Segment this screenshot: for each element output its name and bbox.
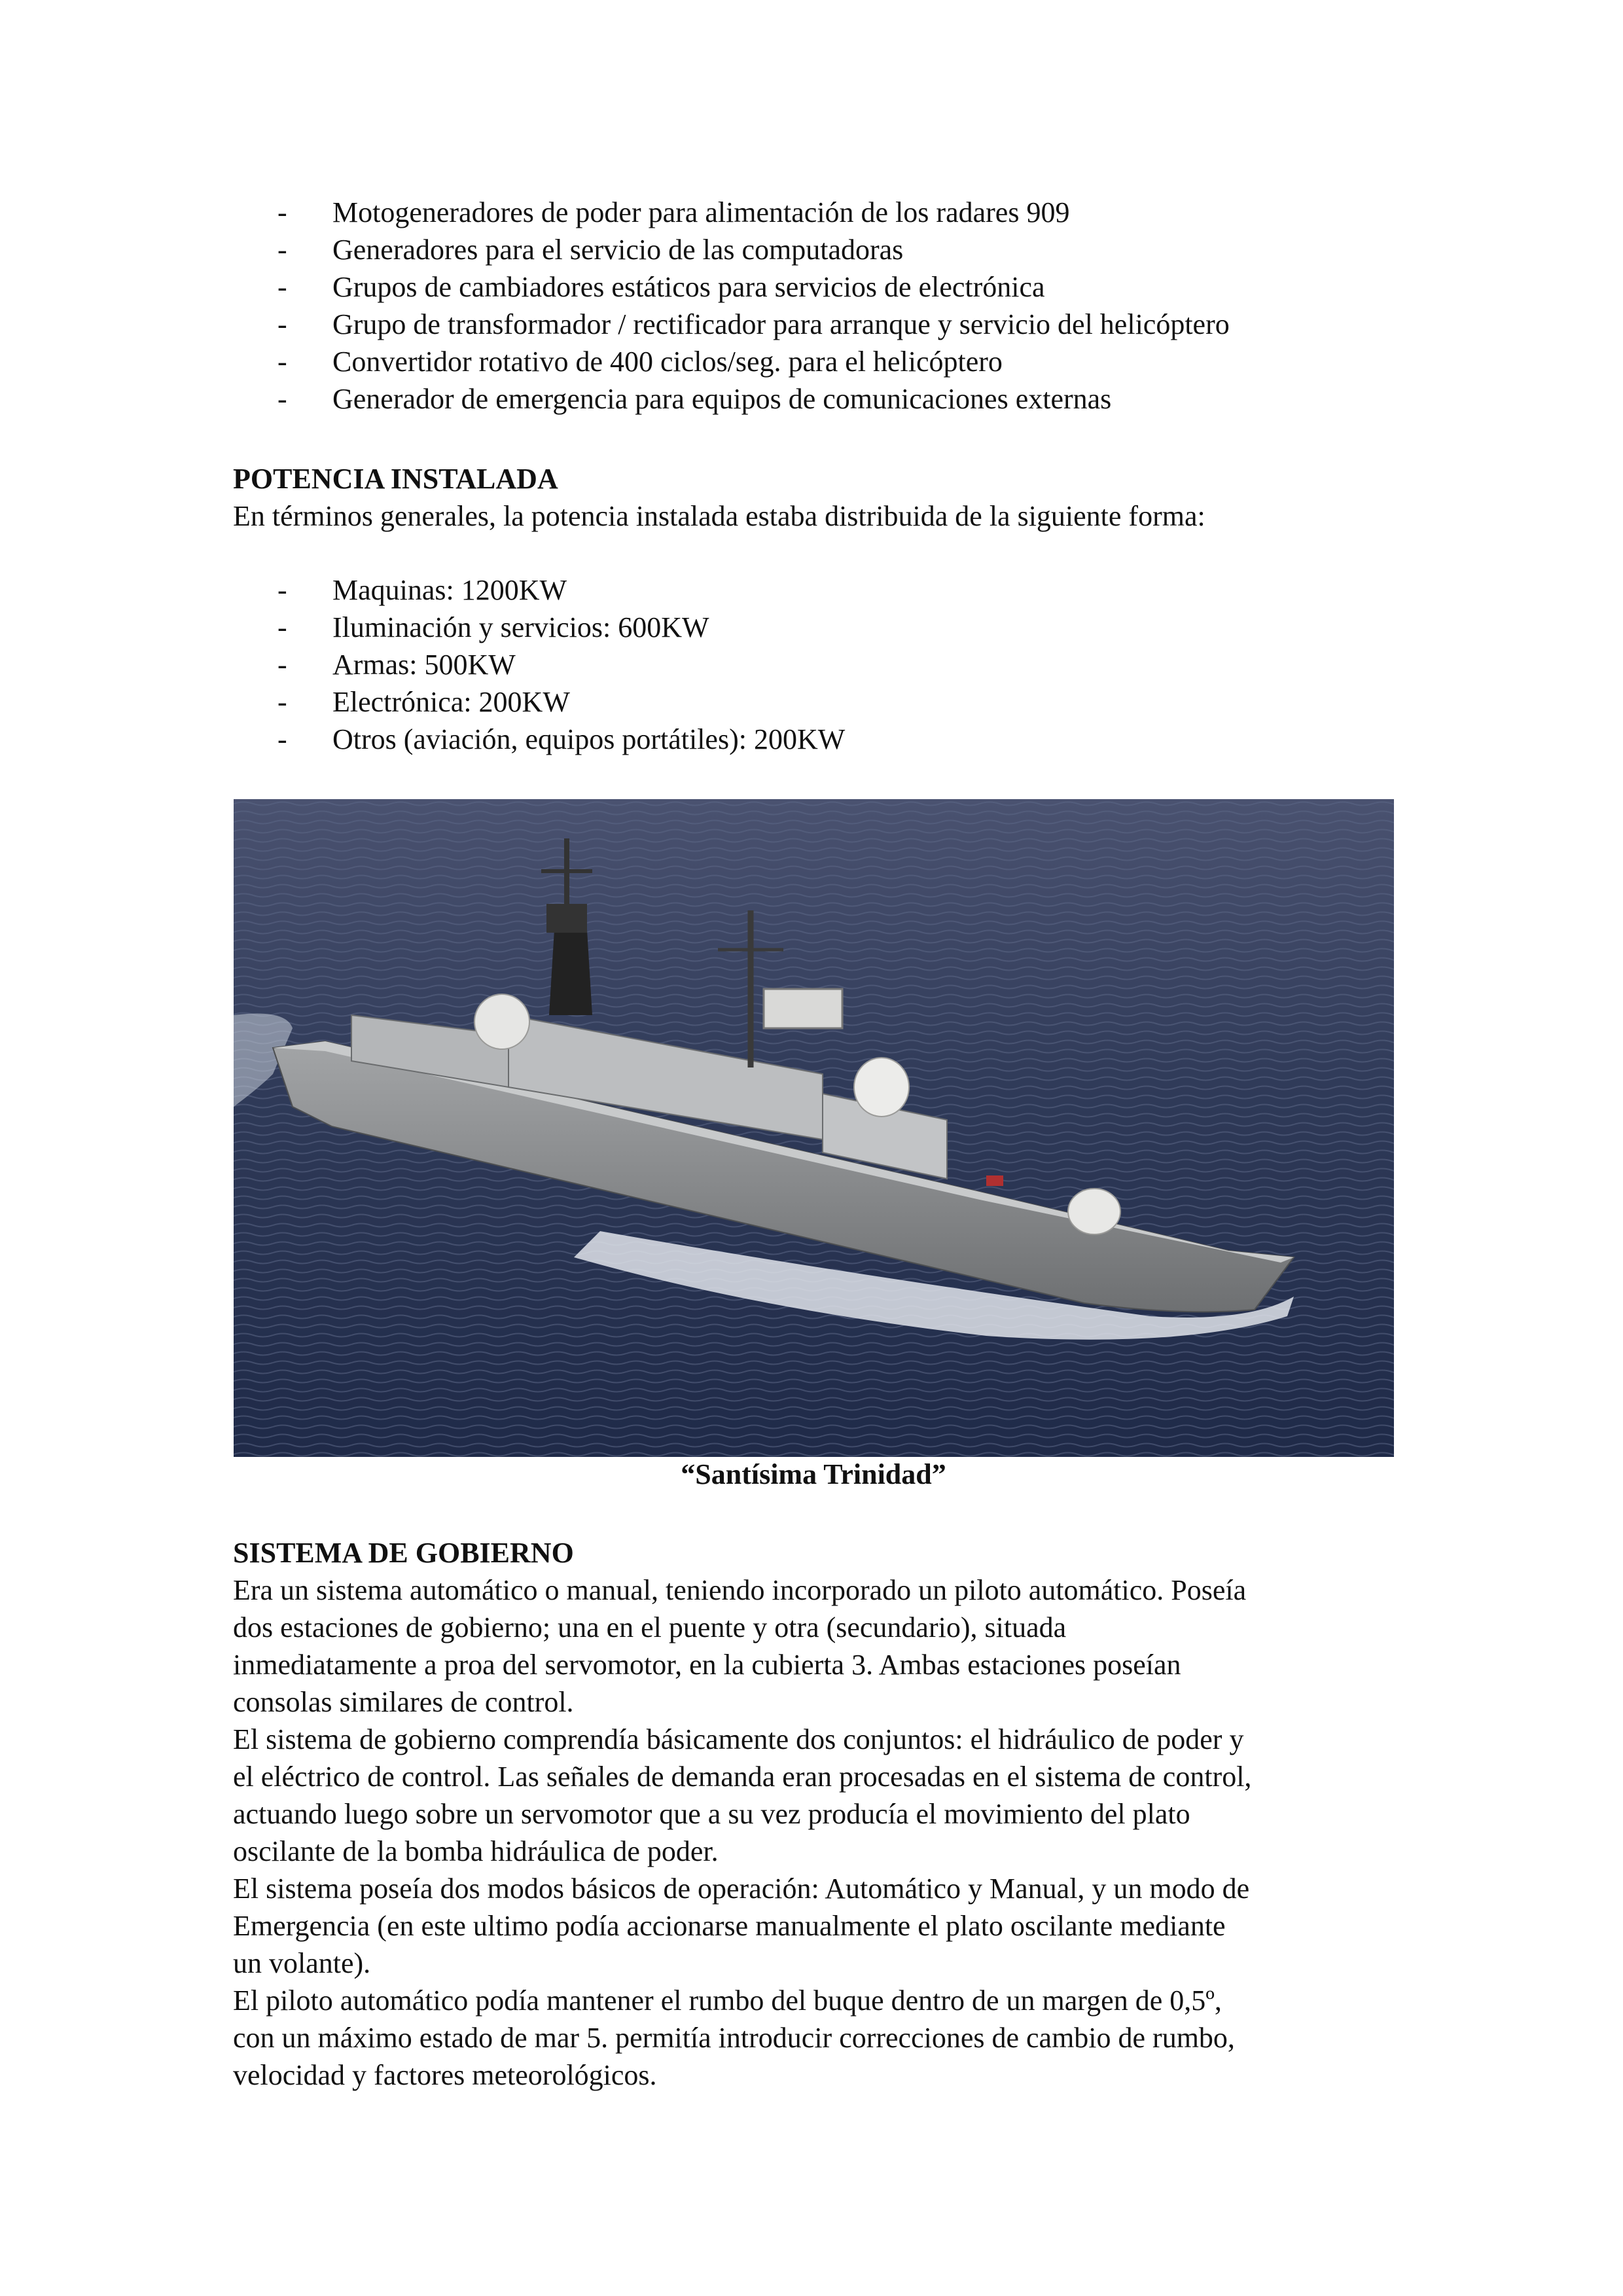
list-item: - Generadores para el servicio de las computadoras <box>233 231 1476 268</box>
list-item: - Otros (aviación, equipos portátiles): 200KW <box>233 721 1476 758</box>
dash-bullet: - <box>277 234 287 266</box>
body-line: El piloto automático podía mantener el rumbo del buque dentro de un margen de 0,5º, <box>233 1984 1222 2017</box>
dash-bullet: - <box>277 574 287 606</box>
body-line: velocidad y factores meteorológicos. <box>233 2059 657 2091</box>
funnel-cap <box>546 904 587 933</box>
list-item: - Iluminación y servicios: 600KW <box>233 609 1476 646</box>
list-item: - Maquinas: 1200KW <box>233 571 1476 609</box>
dash-bullet: - <box>277 383 287 415</box>
body-line: con un máximo estado de mar 5. permitía introducir correcciones de cambio de rumbo, <box>233 2022 1235 2054</box>
body-line: El sistema de gobierno comprendía básicamente dos conjuntos: el hidráulico de poder y <box>233 1723 1244 1755</box>
potencia-list <box>233 571 1476 758</box>
equipment-list <box>233 194 1476 418</box>
body-line: Emergencia (en este ultimo podía accionarse manualmente el plato oscilante mediante <box>233 1910 1226 1942</box>
photo-caption: “Santísima Trinidad” <box>681 1458 946 1490</box>
body-line: dos estaciones de gobierno; una en el puente y otra (secundario), situada <box>233 1611 1067 1643</box>
aft-radar-dome <box>474 994 529 1049</box>
list-item: - Grupo de transformador / rectificador para arranque y servicio del helicóptero <box>233 306 1476 343</box>
body-line: oscilante de la bomba hidráulica de poder. <box>233 1835 719 1867</box>
list-item: - Convertidor rotativo de 400 ciclos/seg. para el helicóptero <box>233 343 1476 380</box>
mid-radar-dome <box>854 1058 909 1117</box>
dash-bullet: - <box>277 271 287 303</box>
radar-array <box>764 989 842 1028</box>
ship-flag <box>986 1175 1003 1186</box>
dash-bullet: - <box>277 611 287 643</box>
body-line: consolas similares de control. <box>233 1686 574 1718</box>
dash-bullet: - <box>277 723 287 755</box>
dash-bullet: - <box>277 308 287 340</box>
ship-photo <box>234 799 1394 1457</box>
body-line: actuando luego sobre un servomotor que a su vez producía el movimiento del plato <box>233 1798 1190 1830</box>
potencia-heading: POTENCIA INSTALADA <box>233 463 558 495</box>
gobierno-body <box>233 1571 1404 2094</box>
ship-illustration <box>234 799 1394 1457</box>
list-item: - Motogeneradores de poder para alimentación de los radares 909 <box>233 194 1476 231</box>
body-line: inmediatamente a proa del servomotor, en la cubierta 3. Ambas estaciones poseían <box>233 1649 1181 1681</box>
body-line: el eléctrico de control. Las señales de demanda eran procesadas en el sistema de control, <box>233 1761 1252 1793</box>
list-item: - Grupos de cambiadores estáticos para servicios de electrónica <box>233 268 1476 306</box>
gobierno-heading: SISTEMA DE GOBIERNO <box>233 1537 574 1569</box>
ship-funnel <box>549 930 592 1015</box>
list-item: - Generador de emergencia para equipos de comunicaciones externas <box>233 380 1476 418</box>
body-line: un volante). <box>233 1947 371 1979</box>
dash-bullet: - <box>277 196 287 228</box>
dash-bullet: - <box>277 649 287 681</box>
list-item: - Electrónica: 200KW <box>233 683 1476 721</box>
body-line: El sistema poseía dos modos básicos de operación: Automático y Manual, y un modo de <box>233 1873 1250 1905</box>
dash-bullet: - <box>277 686 287 718</box>
potencia-intro: En términos generales, la potencia instalada estaba distribuida de la siguiente forma: <box>233 500 1205 532</box>
fwd-radar-dome <box>1068 1189 1120 1234</box>
list-item: - Armas: 500KW <box>233 646 1476 683</box>
dash-bullet: - <box>277 346 287 378</box>
body-line: Era un sistema automático o manual, teniendo incorporado un piloto automático. Poseía <box>233 1574 1247 1606</box>
